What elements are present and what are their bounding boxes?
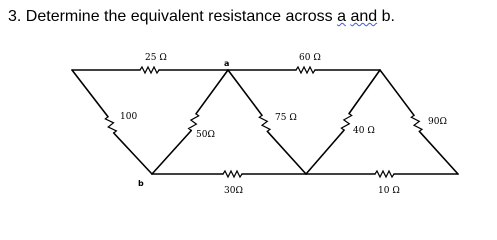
wire-75-upper xyxy=(228,70,262,115)
wire-75-lower xyxy=(267,131,306,174)
wire-40-lower xyxy=(306,130,344,174)
resistor-90-symbol xyxy=(411,115,422,131)
wire-40-upper xyxy=(349,70,380,114)
resistor-50-label: 50Ω xyxy=(196,130,215,140)
resistor-60-symbol xyxy=(296,67,315,73)
resistor-40-label: 40 Ω xyxy=(353,126,375,136)
question-number: 3. xyxy=(8,8,22,25)
resistor-50-symbol xyxy=(189,114,199,131)
question-term-a: a xyxy=(337,8,346,25)
wire-50-upper xyxy=(196,70,228,114)
node-b-label: b xyxy=(138,179,144,188)
question-conjunction: and xyxy=(350,8,378,25)
resistor-40-symbol xyxy=(341,114,351,131)
resistor-60-label: 60 Ω xyxy=(299,53,321,63)
resistor-10-label: 10 Ω xyxy=(378,186,400,196)
resistor-25-label: 25 Ω xyxy=(145,53,167,63)
resistor-30-symbol xyxy=(223,171,242,177)
resistor-25-symbol xyxy=(140,67,159,73)
wire-100-upper xyxy=(72,70,108,117)
question-term-b: b. xyxy=(381,8,395,25)
resistor-100-label: 100 xyxy=(120,112,138,122)
resistor-90-label: 90Ω xyxy=(428,117,447,127)
node-a-label: a xyxy=(224,59,230,68)
wire-90-lower xyxy=(419,131,458,174)
wire-50-lower xyxy=(152,131,191,175)
resistor-30-label: 30Ω xyxy=(224,186,243,196)
question-body: Determine the equivalent resistance across xyxy=(25,8,333,25)
wire-90-upper xyxy=(380,70,414,115)
wire-100-lower xyxy=(114,133,152,174)
resistor-100-symbol xyxy=(105,117,116,133)
resistor-75-label: 75 Ω xyxy=(275,113,297,123)
resistor-75-symbol xyxy=(259,115,270,131)
resistor-10-symbol xyxy=(375,171,394,177)
